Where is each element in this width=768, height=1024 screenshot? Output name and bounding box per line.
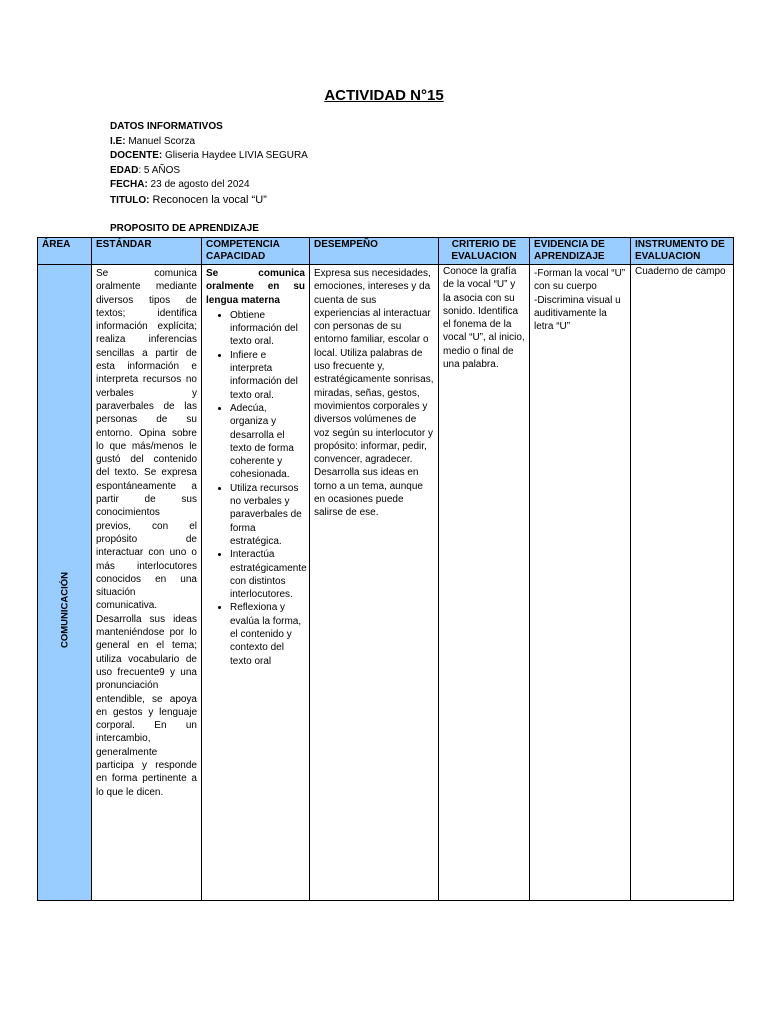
list-item: • Obtiene información del texto oral. (230, 309, 305, 349)
table-row (38, 265, 734, 901)
list-item: • Infiere e interpreta información del texto oral. (230, 349, 305, 402)
proposito-heading: PROPOSITO DE APRENDIZAJE (110, 223, 259, 234)
header-estandar: ESTÁNDAR (92, 238, 202, 265)
list-item: • Interactúa estratégicamente con distintos interlocutores. (230, 548, 305, 601)
edad-label: EDAD (110, 164, 139, 176)
datos-heading: DATOS INFORMATIVOS (110, 121, 223, 132)
table-header-row (38, 238, 734, 265)
docente-row (110, 149, 308, 164)
datos-informativos (110, 120, 308, 208)
ie-row (110, 135, 308, 150)
header-evidencia: EVIDENCIA DE APRENDIZAJE (530, 238, 631, 265)
header-competencia: COMPETENCIA CAPACIDAD (202, 238, 310, 265)
area-cell (38, 265, 92, 901)
edad-row (110, 164, 308, 179)
page-title: ACTIVIDAD N°15 (324, 87, 444, 104)
edad-value: : 5 AÑOS (138, 164, 181, 176)
ie-label: I.E: (110, 135, 126, 147)
header-instrumento: INSTRUMENTO DE EVALUACION (631, 238, 734, 265)
ie-value: Manuel Scorza (125, 135, 196, 147)
fecha-label: FECHA: (110, 179, 148, 190)
desempeno-cell: Expresa sus necesidades, emociones, intereses y da cuenta de sus experiencias al interactuar con personas de su entorno familiar, escolar o local. Utiliza palabras de uso frecuente y, estratégicamente sonrisas, miradas, señas, gestos, movimientos corporales y diversos volúmenes de voz según su interlocutor y propósito: informar, pedir, convencer, agradecer. Desarrolla sus ideas en torno a un tema, aunque en ocasiones puede salirse de ese. (310, 265, 439, 901)
learning-table (37, 237, 734, 901)
capacidades-list (206, 309, 305, 668)
docente-label: DOCENTE: (110, 150, 163, 161)
list-item: • Reflexiona y evalúa la forma, el contenido y contexto del texto oral (230, 601, 305, 667)
evidencia-item: -Forman la vocal “U” con su cuerpo (534, 268, 626, 293)
list-item: • Adecúa, organiza y desarrolla el texto de forma coherente y cohesionada. (230, 402, 305, 482)
evidencia-item: -Discrimina visual u auditivamente la letra “U” (534, 294, 621, 333)
titulo-value: Reconocen la vocal “U” (149, 193, 267, 206)
area-label: COMUNICACIÓN (58, 572, 70, 648)
fecha-value: 23 de agosto del 2024 (147, 179, 250, 190)
estandar-cell: Se comunica oralmente mediante diversos tipos de textos; identifica información explícita; realiza inferencias sencillas a partir de esta información e interpreta recursos no verbales y paraverbales de las personas de su entorno. Opina sobre lo que más/menos le gustó del contenido del texto. Se expresa espontáneamente a partir de sus conocimientos previos, con el propósito de interactuar con uno o más interlocutores conocidos en una situación comunicativa. Desarrolla sus ideas manteniéndose por lo general en el tema; utiliza vocabulario de uso frecuente9 y una pronunciación entendible, se apoya en gestos y lenguaje corporal. En un intercambio, generalmente participa y responde en forma pertinente a lo que le dicen. (92, 265, 202, 901)
titulo-label: TITULO: (110, 194, 150, 206)
criterio-cell: Conoce la grafía de la vocal “U” y la asocia con su sonido. Identifica el fonema de la vocal “U”, al inicio, medio o final de una palabra. (439, 265, 530, 901)
list-item: • Utiliza recursos no verbales y paraverbales de forma estratégica. (230, 482, 305, 548)
header-desempeno: DESEMPEÑO (310, 238, 439, 265)
evidencia-cell (530, 265, 631, 901)
docente-value: Gliseria Haydee LIVIA SEGURA (162, 150, 308, 161)
competencia-cell (202, 265, 310, 901)
instrumento-cell: Cuaderno de campo (631, 265, 734, 901)
header-area: ÁREA (38, 238, 92, 265)
fecha-row (110, 178, 308, 193)
competencia-title: Se comunica oralmente en su lengua materna (206, 268, 305, 306)
header-criterio: CRITERIO DE EVALUACION (439, 238, 530, 265)
titulo-row (110, 193, 308, 209)
